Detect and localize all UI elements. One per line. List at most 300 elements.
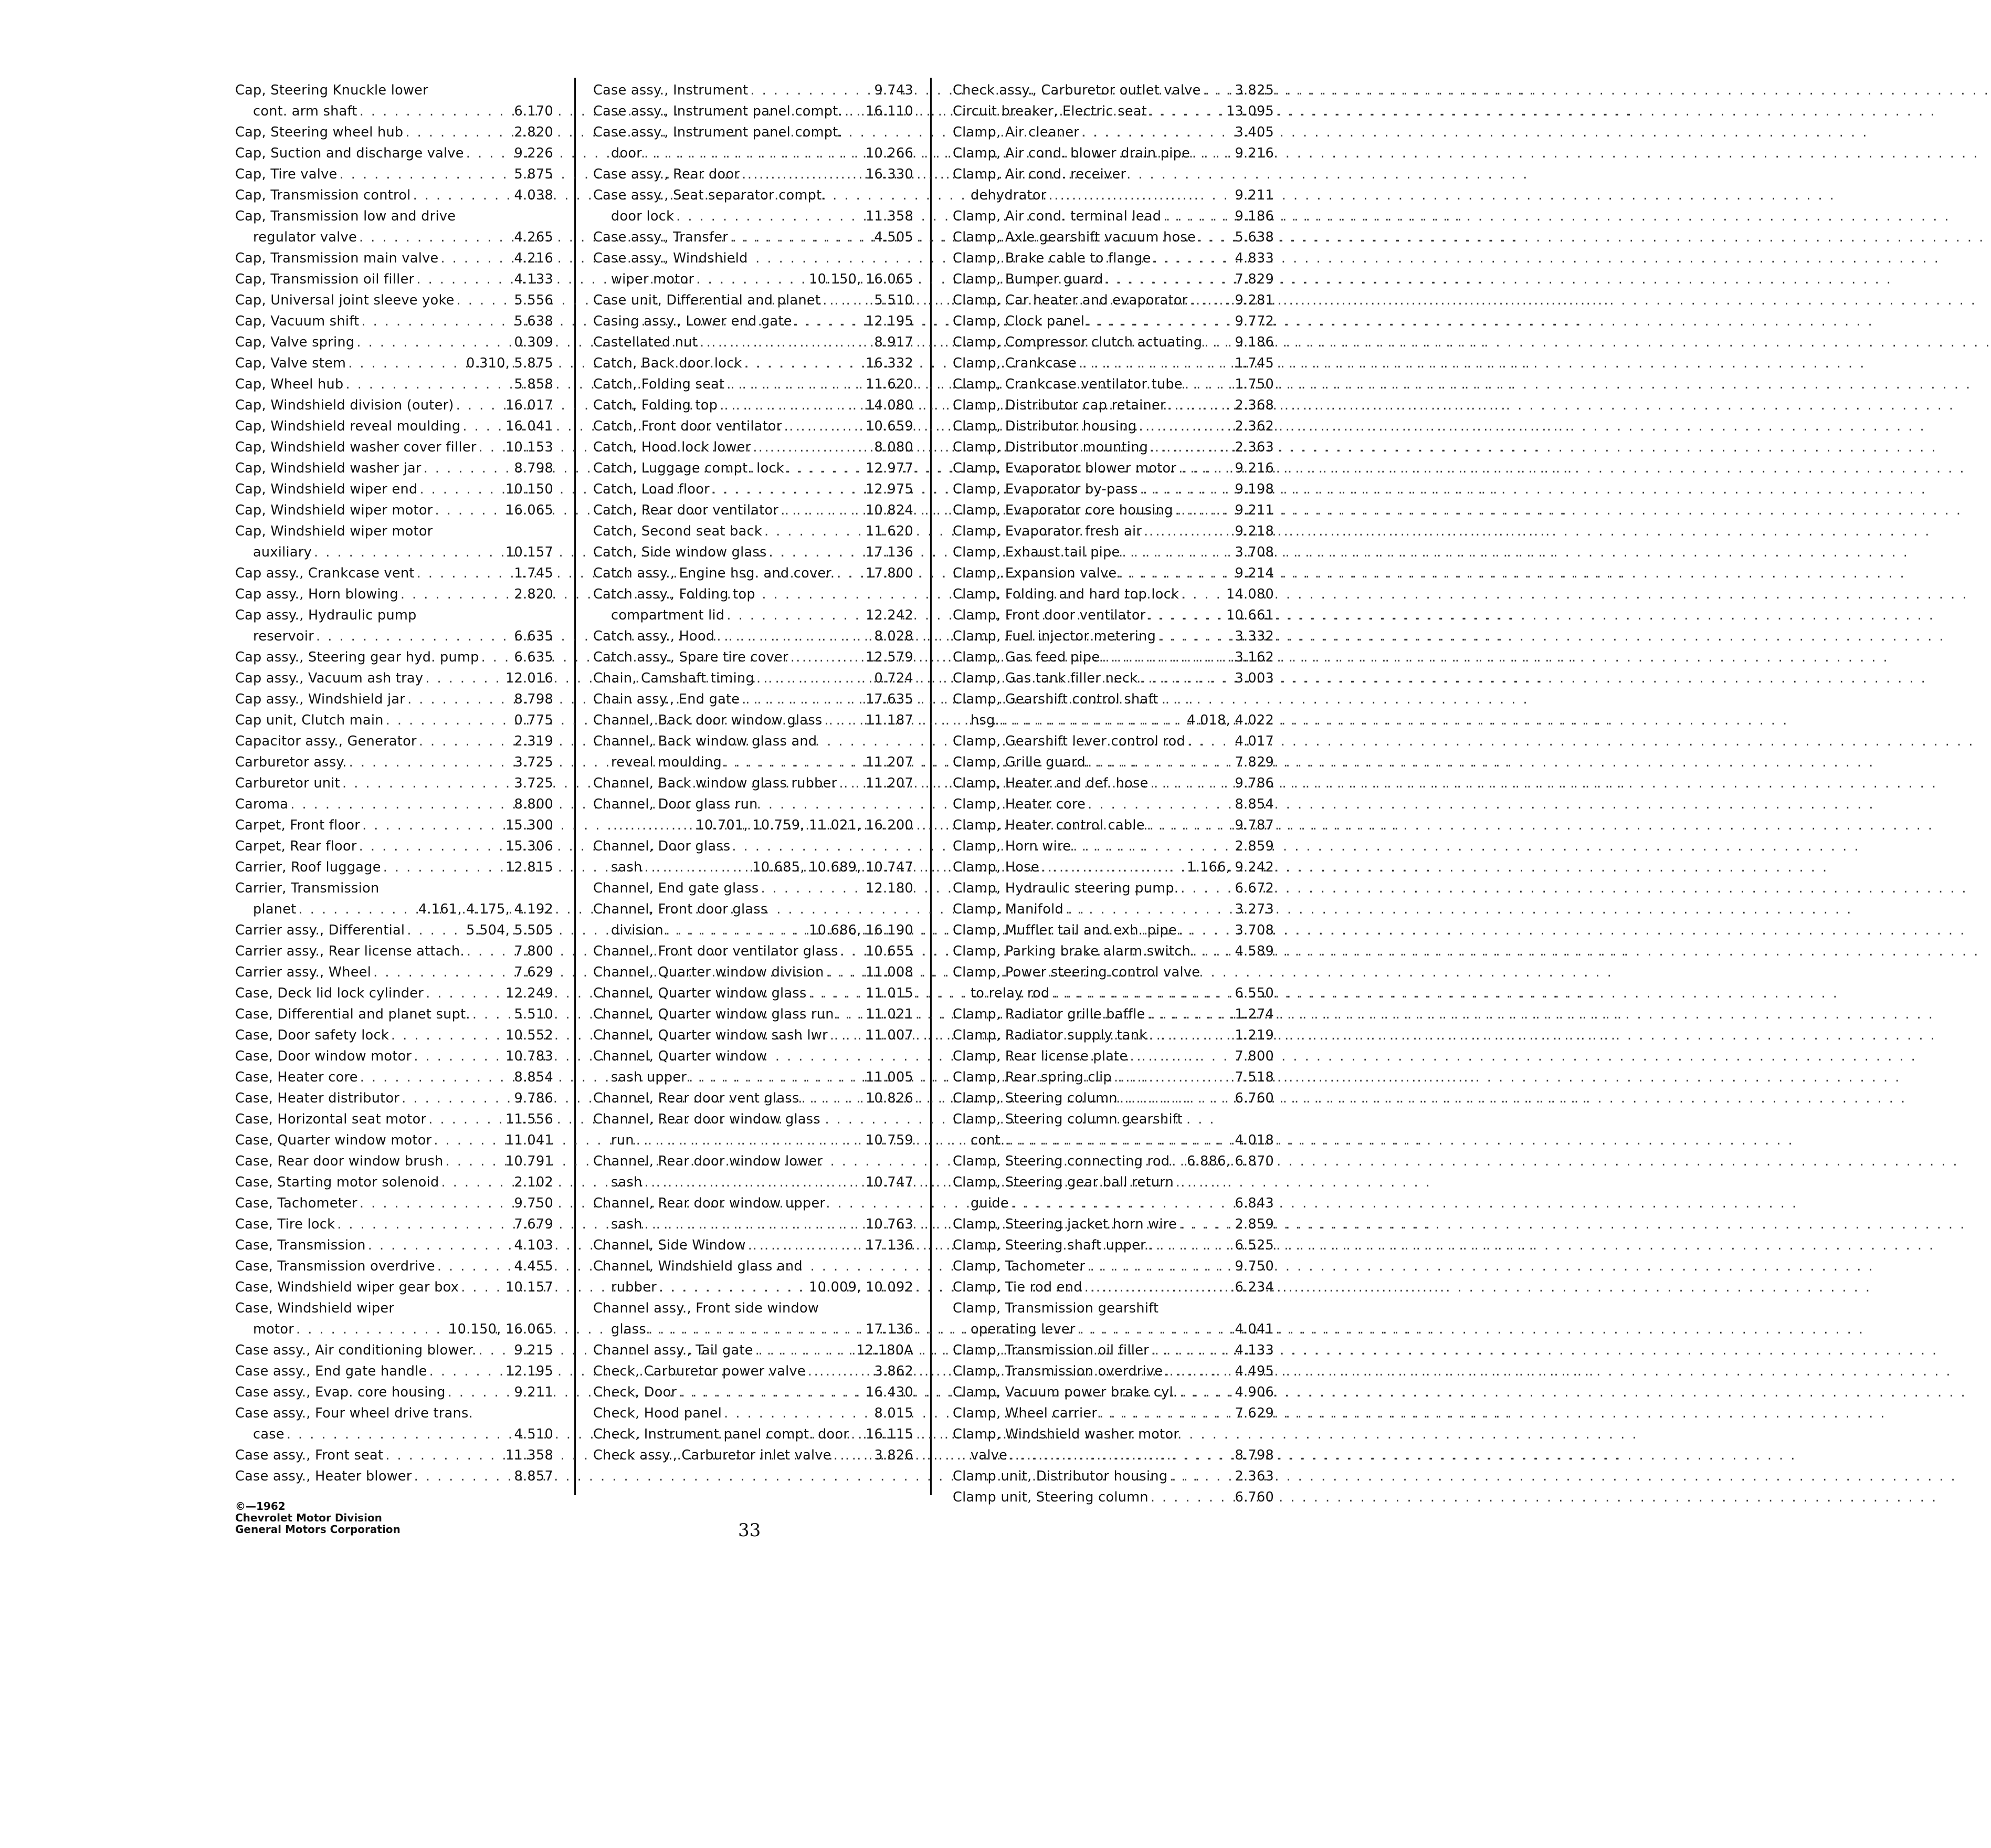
entry-term: Case assy., Windshield [593, 250, 748, 266]
leader-dots [456, 395, 503, 416]
entry-term: Carrier assy., Differential [235, 922, 405, 938]
leader-dots [385, 1445, 503, 1466]
entry-page-ref: 10.659 [865, 418, 913, 434]
entry-term: Cap, Suction and discharge valve [235, 145, 464, 161]
entry-page-ref: 6.234 [1235, 1279, 1274, 1295]
entry-page-ref: 10.009, 10.092 [809, 1279, 913, 1295]
leader-dots [1198, 227, 1233, 248]
entry-term-continuation: compartment lid [611, 607, 725, 623]
entry-term: Clamp, Brake cable to flange [953, 250, 1151, 266]
entry-page-ref: 9.786 [514, 1090, 553, 1106]
entry-term: Clamp, Front door ventilator [953, 607, 1146, 623]
entry-page-ref: 5.638 [514, 313, 553, 329]
entry-term: Channel, Rear door window lower [593, 1153, 823, 1169]
leader-dots [337, 1214, 512, 1235]
leader-dots [401, 584, 512, 605]
entry-page-ref: 3.826 [874, 1447, 913, 1463]
entry-term: Case assy., Heater blower [235, 1468, 412, 1484]
leader-dots [391, 1025, 503, 1046]
entry-page-ref: 17.136 [865, 544, 913, 560]
entry-term: Clamp, Windshield washer motor [953, 1426, 1179, 1442]
leader-dots [830, 1025, 863, 1046]
entry-page-ref: 9.218 [1235, 523, 1274, 539]
entry-page-ref: 9.186 [1235, 334, 1274, 350]
copyright-year: ©—1962 [235, 1500, 286, 1513]
index-entry [953, 815, 1274, 836]
index-entry [593, 332, 913, 353]
index-entry [953, 227, 1274, 248]
entry-term: Channel, Rear door vent glass [593, 1090, 799, 1106]
entry-term: Clamp, Heater core [953, 796, 1086, 812]
entry-term: Clamp, Distributor housing [953, 418, 1137, 434]
leader-dots [742, 164, 863, 185]
leader-dots [1079, 353, 1232, 374]
entry-term: Channel, End gate glass [593, 880, 759, 896]
index-entry [593, 962, 913, 983]
leader-dots [1178, 458, 1232, 479]
leader-dots [1179, 920, 1233, 941]
entry-term: Clamp unit, Steering column [953, 1489, 1149, 1505]
entry-term: Clamp, Evaporator fresh air [953, 523, 1142, 539]
entry-term: Cap, Windshield washer cover filler [235, 439, 477, 455]
entry-term-continuation: cont. [971, 1132, 1005, 1148]
entry-page-ref: 11.556 [505, 1111, 553, 1127]
leader-dots [1081, 122, 1232, 143]
leader-dots [1002, 710, 1185, 731]
entry-page-ref: 17.136 [865, 1237, 913, 1253]
index-entry [953, 962, 1274, 1004]
entry-term: Catch, Luggage compt. lock [593, 460, 784, 476]
leader-dots [834, 1445, 872, 1466]
entry-term: Cap, Windshield division (outer) [235, 397, 454, 413]
entry-term: Cap assy., Vacuum ash tray [235, 670, 424, 686]
leader-dots [1151, 773, 1233, 794]
entry-page-ref: 4.103 [514, 1237, 553, 1253]
entry-term: Check, Instrument panel compt. door [593, 1426, 849, 1442]
leader-dots [645, 1214, 863, 1235]
leader-dots [1084, 1277, 1233, 1298]
entry-page-ref: 0.775 [514, 712, 553, 728]
index-entry [235, 1403, 553, 1445]
index-entry [235, 290, 553, 311]
entry-page-ref: 9.216 [1235, 460, 1274, 476]
index-entry [235, 605, 553, 647]
leader-dots [802, 1088, 863, 1109]
entry-term: Catch assy., Spare tire cover [593, 649, 788, 665]
entry-term: Check assy., Carburetor inlet valve [593, 1447, 831, 1463]
entry-page-ref: 8.080 [874, 439, 913, 455]
leader-dots [356, 332, 512, 353]
index-entry [953, 584, 1274, 605]
entry-term: Clamp, Bumper guard [953, 271, 1103, 287]
leader-dots [1192, 143, 1232, 164]
entry-page-ref: 10.824 [865, 502, 913, 518]
leader-dots [1165, 1361, 1232, 1382]
index-entry [593, 1088, 913, 1109]
entry-term: Case, Windshield wiper gear box [235, 1279, 459, 1295]
entry-term: Clamp, Evaporator blower motor [953, 460, 1177, 476]
index-entry [235, 1004, 553, 1025]
leader-dots [645, 1172, 863, 1193]
index-entry [953, 836, 1274, 857]
leader-dots [696, 269, 807, 290]
leader-dots [446, 1151, 503, 1172]
index-entry [235, 1445, 553, 1466]
entry-page-ref: 8.798 [1235, 1447, 1274, 1463]
entry-term: Chain, Camshaft timing [593, 670, 754, 686]
entry-page-ref: 2.363 [1235, 1468, 1274, 1484]
leader-dots [428, 1109, 503, 1130]
index-entry [953, 1025, 1274, 1046]
entry-term: Clamp, Car heater and evaporator [953, 292, 1188, 308]
leader-dots [1170, 1466, 1232, 1487]
index-entry [235, 878, 553, 920]
entry-page-ref: 16.430 [865, 1384, 913, 1400]
entry-page-ref: 16.017 [505, 397, 553, 413]
entry-term-continuation: sash [611, 1216, 642, 1232]
entry-page-ref: 11.021 [865, 1006, 913, 1022]
entry-term-continuation: division [611, 922, 663, 938]
leader-dots [1119, 563, 1232, 584]
entry-term: Channel, Back window glass rubber [593, 775, 837, 791]
entry-term-continuation: cont. arm shaft [253, 103, 357, 119]
leader-dots [839, 773, 863, 794]
entry-term: Clamp, Rear license plate [953, 1048, 1128, 1064]
entry-page-ref: 9.211 [514, 1384, 553, 1400]
entry-page-ref: 12.815 [505, 859, 553, 875]
leader-dots [1078, 1319, 1233, 1340]
entry-page-ref: 16.332 [865, 355, 913, 371]
entry-page-ref: 5.510 [514, 1006, 553, 1022]
entry-term: Channel, Front door glass [593, 901, 768, 917]
entry-page-ref: 10.826 [865, 1090, 913, 1106]
leader-dots [1140, 479, 1233, 500]
index-entry [593, 500, 913, 521]
leader-dots [1049, 185, 1233, 206]
entry-page-ref: 2.362 [1235, 418, 1274, 434]
entry-page-ref: 3.862 [874, 1363, 913, 1379]
entry-page-ref: 10.150, 16.065 [449, 1321, 553, 1337]
entry-term: Case, Tachometer [235, 1195, 357, 1211]
entry-page-ref: 3.708 [1235, 544, 1274, 560]
index-entry [235, 374, 553, 395]
leader-dots [1052, 983, 1233, 1004]
entry-term: Clamp, Grille guard [953, 754, 1086, 770]
leader-dots [1105, 269, 1233, 290]
leader-dots [761, 878, 863, 899]
entry-term: Channel, Quarter window division [593, 964, 824, 980]
leader-dots [1179, 1214, 1233, 1235]
leader-dots [720, 395, 863, 416]
entry-page-ref: 4.265 [514, 229, 553, 245]
leader-dots [1148, 605, 1224, 626]
index-entry [593, 1256, 913, 1298]
leader-dots [730, 227, 872, 248]
index-entry [953, 1088, 1274, 1109]
entry-term: Clamp, Tachometer [953, 1258, 1086, 1274]
index-entry [953, 1172, 1274, 1214]
entry-page-ref: 11.015 [865, 985, 913, 1001]
entry-term: Clamp, Clock panel [953, 313, 1085, 329]
index-entry [235, 941, 553, 962]
entry-term: Clamp, Gas tank filler neck [953, 670, 1138, 686]
index-entry [953, 563, 1274, 584]
index-entry [593, 374, 913, 395]
entry-page-ref: 9.281 [1235, 292, 1274, 308]
entry-term: Cap, Tire valve [235, 166, 338, 182]
entry-page-ref: 8.854 [1235, 796, 1274, 812]
index-entry [235, 1277, 553, 1298]
entry-term: Cap unit, Clutch main [235, 712, 384, 728]
entry-page-ref: 0.310, 5.875 [466, 355, 553, 371]
leader-dots [1120, 1088, 1233, 1109]
leader-dots [1011, 1193, 1233, 1214]
leader-dots [1204, 332, 1232, 353]
index-entry [593, 1361, 913, 1382]
entry-page-ref: 6.672 [1235, 880, 1274, 896]
entry-page-ref: 0.309 [514, 334, 553, 350]
entry-page-ref: 5.556 [514, 292, 553, 308]
entry-page-ref: 10.157 [505, 544, 553, 560]
leader-dots [689, 1067, 863, 1088]
entry-page-ref: 15.300 [505, 817, 553, 833]
entry-term: Clamp, Radiator grille baffle [953, 1006, 1145, 1022]
leader-dots [373, 962, 512, 983]
index-entry [953, 878, 1274, 899]
entry-term: Clamp, Manifold [953, 901, 1063, 917]
entry-term: Clamp, Tie rod end [953, 1279, 1082, 1295]
index-entry [953, 500, 1274, 521]
entry-page-ref: 8.857 [514, 1468, 553, 1484]
entry-page-ref: 1.274 [1235, 1006, 1274, 1022]
index-entry [235, 689, 553, 710]
entry-page-ref: 4.216 [514, 250, 553, 266]
index-entry [953, 1256, 1274, 1277]
entry-page-ref: 11.207 [865, 775, 913, 791]
leader-dots [479, 437, 503, 458]
index-entry [235, 1466, 553, 1487]
index-entry [953, 1466, 1274, 1487]
leader-dots [479, 1340, 512, 1361]
leader-dots [1153, 248, 1233, 269]
index-entry [235, 1235, 553, 1256]
leader-dots [1175, 500, 1233, 521]
index-entry [235, 794, 553, 815]
entry-term: Clamp, Gas feed pipe [953, 649, 1100, 665]
entry-page-ref: 10.157 [505, 1279, 553, 1295]
entry-page-ref: 10.150, 16.065 [809, 271, 913, 287]
leader-dots [1179, 1382, 1232, 1403]
index-entry [235, 1193, 553, 1214]
entry-page-ref: 8.015 [874, 1405, 913, 1421]
entry-term: Clamp, Distributor mounting [953, 439, 1149, 455]
entry-page-ref: 7.800 [514, 943, 553, 959]
index-column-1 [235, 80, 553, 1487]
entry-term: Cap, Windshield wiper end [235, 481, 418, 497]
entry-page-ref: 9.226 [514, 145, 553, 161]
entry-page-ref: 6.843 [1235, 1195, 1274, 1211]
entry-term: Cap, Valve spring [235, 334, 355, 350]
entry-page-ref: 11.005 [865, 1069, 913, 1085]
leader-dots [414, 1466, 512, 1487]
index-entry [593, 1025, 913, 1046]
leader-dots [429, 1361, 503, 1382]
index-entry [953, 311, 1274, 332]
leader-dots [360, 101, 512, 122]
index-entry [235, 458, 553, 479]
leader-dots [413, 185, 512, 206]
leader-dots [1073, 836, 1232, 857]
leader-dots [407, 920, 464, 941]
entry-page-ref: 11.207 [865, 754, 913, 770]
index-entry [593, 1298, 913, 1340]
leader-dots [679, 1382, 863, 1403]
index-entry [593, 1109, 913, 1151]
entry-term: Case assy., Instrument panel compt. [593, 124, 842, 140]
leader-dots [361, 311, 512, 332]
entry-term: Capacitor assy., Generator [235, 733, 417, 749]
index-entry [953, 1235, 1274, 1256]
leader-dots [467, 941, 512, 962]
entry-page-ref: 3.003 [1235, 670, 1274, 686]
entry-page-ref: 6.635 [514, 649, 553, 665]
entry-term: Carrier assy., Wheel [235, 964, 372, 980]
entry-page-ref: 11.358 [865, 208, 913, 224]
leader-dots [744, 353, 863, 374]
leader-dots [726, 374, 863, 395]
leader-dots [1151, 1487, 1233, 1508]
leader-dots [287, 1424, 512, 1445]
entry-page-ref: 6.760 [1235, 1090, 1274, 1106]
leader-dots [636, 1130, 863, 1151]
entry-term: Cap, Vacuum shift [235, 313, 360, 329]
entry-page-ref: 2.859 [1235, 838, 1274, 854]
entry-page-ref: 5.510 [874, 292, 913, 308]
index-entry [593, 290, 913, 311]
leader-dots [748, 1235, 863, 1256]
entry-page-ref: 9.772 [1235, 313, 1274, 329]
index-entry [953, 1067, 1274, 1088]
leader-dots [724, 1403, 872, 1424]
entry-page-ref: 2.859 [1235, 1216, 1274, 1232]
entry-page-ref: 2.368 [1235, 397, 1274, 413]
entry-page-ref: 10.747 [865, 1174, 913, 1190]
entry-page-ref: 13.095 [1226, 103, 1274, 119]
entry-page-ref: 2.820 [514, 586, 553, 602]
entry-term: Cap, Steering Knuckle lower [235, 82, 428, 98]
index-entry [593, 668, 913, 689]
index-entry [593, 311, 913, 332]
entry-page-ref: 9.750 [1235, 1258, 1274, 1274]
entry-term-continuation: sash [611, 859, 642, 875]
leader-dots [407, 689, 512, 710]
leader-dots [1007, 1130, 1232, 1151]
entry-term: Cap assy., Horn blowing [235, 586, 398, 602]
leader-dots [1149, 1025, 1232, 1046]
entry-page-ref: 4.495 [1235, 1363, 1274, 1379]
entry-page-ref: 12.180 [865, 880, 913, 896]
entry-page-ref: 12.195 [505, 1363, 553, 1379]
entry-term: Cap, Windshield washer jar [235, 460, 422, 476]
leader-dots [437, 1256, 512, 1277]
entry-page-ref: 1.745 [1235, 355, 1274, 371]
entry-term: Clamp, Muffler tail and exh. pipe [953, 922, 1177, 938]
index-entry [235, 584, 553, 605]
entry-term: Check, Carburetor power valve [593, 1363, 806, 1379]
entry-page-ref: 4.018 [1235, 1132, 1274, 1148]
index-entry [235, 122, 553, 143]
entry-term: Case, Heater core [235, 1069, 358, 1085]
leader-dots [1187, 731, 1232, 752]
leader-dots [791, 647, 863, 668]
index-entry [235, 1256, 553, 1277]
index-entry [593, 710, 913, 731]
leader-dots [1168, 395, 1233, 416]
entry-page-ref: 2.319 [514, 733, 553, 749]
index-entry [953, 857, 1274, 878]
entry-term: Clamp, Rear spring clip [953, 1069, 1112, 1085]
entry-page-ref: 17.635 [865, 691, 913, 707]
entry-page-ref: 10.686, 16.190 [809, 922, 913, 938]
index-entry [953, 941, 1274, 962]
leader-dots [362, 815, 503, 836]
entry-term-continuation: regulator valve [253, 229, 357, 245]
leader-dots [1088, 752, 1233, 773]
entry-term: Case assy., Air conditioning blower. [235, 1342, 477, 1358]
index-entry [235, 1130, 553, 1151]
entry-page-ref: 6.886, 6.870 [1187, 1153, 1274, 1169]
entry-page-ref: 9.743 [874, 82, 913, 98]
entry-term: Case assy., Front seat [235, 1447, 384, 1463]
leader-dots [840, 941, 863, 962]
index-entry [953, 668, 1274, 689]
index-entry [235, 1172, 553, 1193]
leader-dots [1087, 1256, 1232, 1277]
index-entry [953, 374, 1274, 395]
index-entry [593, 416, 913, 437]
entry-page-ref: 0.724 [874, 670, 913, 686]
entry-term: Clamp, Hydraulic steering pump. [953, 880, 1179, 896]
entry-term: Case assy., Rear door [593, 166, 740, 182]
index-entry [593, 1193, 913, 1235]
entry-page-ref: 7.800 [1235, 1048, 1274, 1064]
entry-term: Case, Differential and planet supt. [235, 1006, 470, 1022]
entry-page-ref: 16.110 [865, 103, 913, 119]
index-entry [953, 542, 1274, 563]
leader-dots [644, 143, 863, 164]
index-entry [593, 1004, 913, 1025]
entry-page-ref: 9.787 [1235, 817, 1274, 833]
entry-term-continuation: case [253, 1426, 285, 1442]
index-entry [953, 899, 1274, 920]
index-entry [953, 521, 1274, 542]
entry-term: Clamp, Parking brake alarm switch [953, 943, 1191, 959]
index-entry [953, 1382, 1274, 1403]
entry-term: Clamp, Steering shaft upper [953, 1237, 1146, 1253]
index-entry [235, 248, 553, 269]
index-entry [235, 563, 553, 584]
entry-page-ref: 3.708 [1235, 922, 1274, 938]
leader-dots [717, 626, 872, 647]
entry-page-ref: 8.917 [874, 334, 913, 350]
entry-page-ref: 6.760 [1235, 1489, 1274, 1505]
index-entry [235, 731, 553, 752]
index-entry [593, 1235, 913, 1256]
entry-term: Channel, Rear door window glass [593, 1111, 820, 1127]
entry-term: Catch, Load floor [593, 481, 710, 497]
entry-term-continuation: rubber [611, 1279, 657, 1295]
index-entry [593, 122, 913, 164]
